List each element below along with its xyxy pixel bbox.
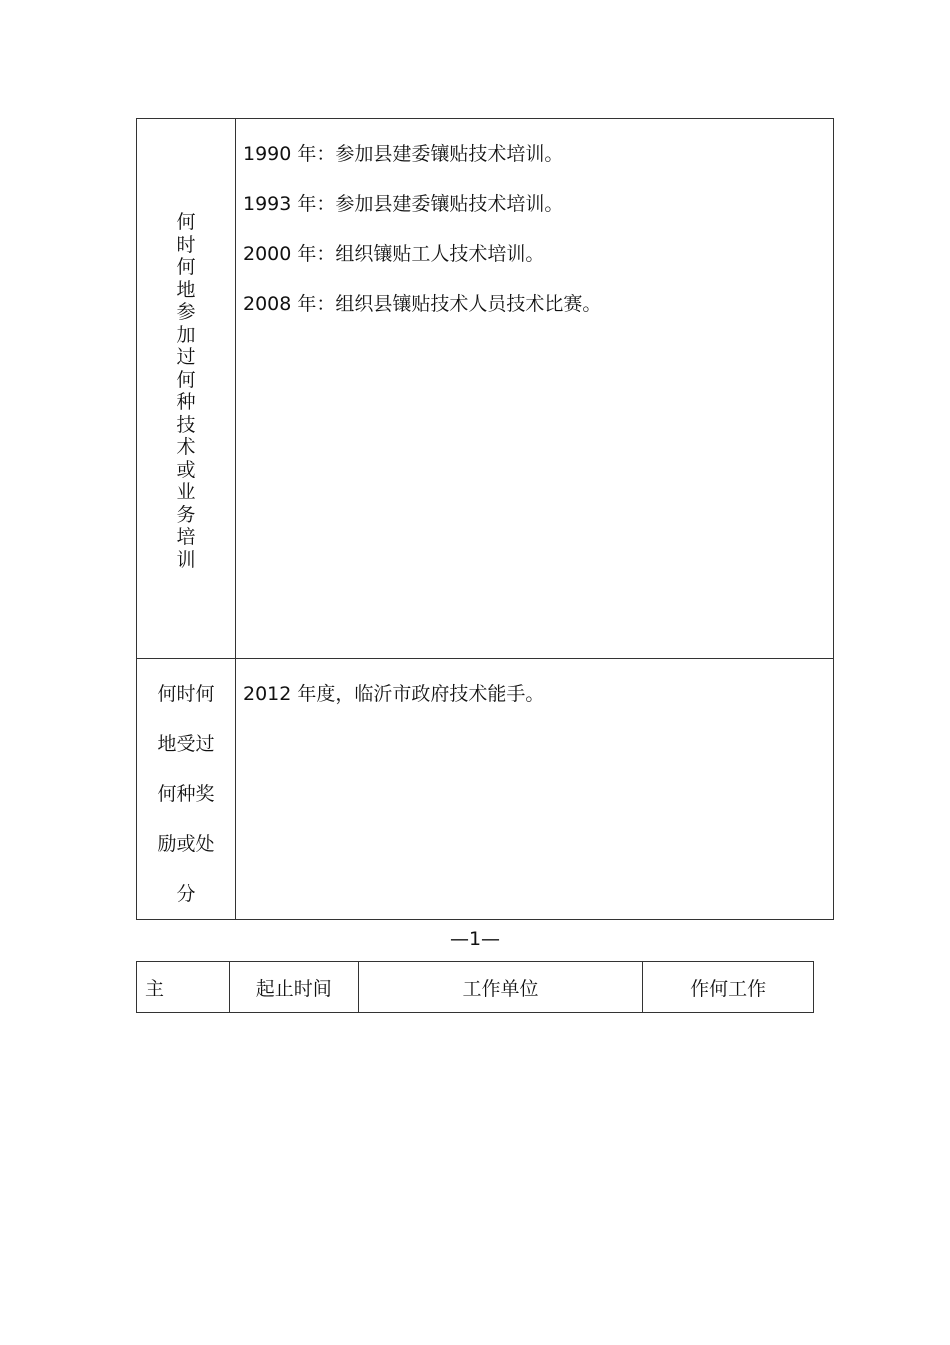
training-row <box>137 119 834 659</box>
header-cell-period: 起止时间 <box>229 962 358 1013</box>
training-entry: 2000 年：组织镶贴工人技术培训。 <box>243 243 545 265</box>
header-cell-role: 作何工作 <box>643 962 814 1013</box>
awards-row <box>137 659 834 920</box>
page-number: —1— <box>449 928 501 950</box>
header-cell-main: 主 <box>137 962 230 1013</box>
training-entry: 1993 年：参加县建委镶贴技术培训。 <box>243 193 564 215</box>
record-table <box>136 118 834 920</box>
training-content-cell <box>236 119 834 659</box>
awards-entry: 2012 年度，临沂市政府技术能手。 <box>243 683 545 705</box>
work-header-row <box>137 962 814 1013</box>
training-label-cell <box>137 119 236 659</box>
header-cell-employer: 工作单位 <box>358 962 643 1013</box>
training-entry: 2008 年：组织县镶贴技术人员技术比赛。 <box>243 293 602 315</box>
training-entry: 1990 年：参加县建委镶贴技术培训。 <box>243 143 564 165</box>
awards-content-cell <box>236 659 834 920</box>
awards-label-cell <box>137 659 236 920</box>
awards-label: 何时何地受过何种奖励或处分 <box>157 683 215 905</box>
training-label: 何时何地参加过何种技术或业务培训 <box>176 211 196 571</box>
work-history-table <box>136 961 814 1013</box>
